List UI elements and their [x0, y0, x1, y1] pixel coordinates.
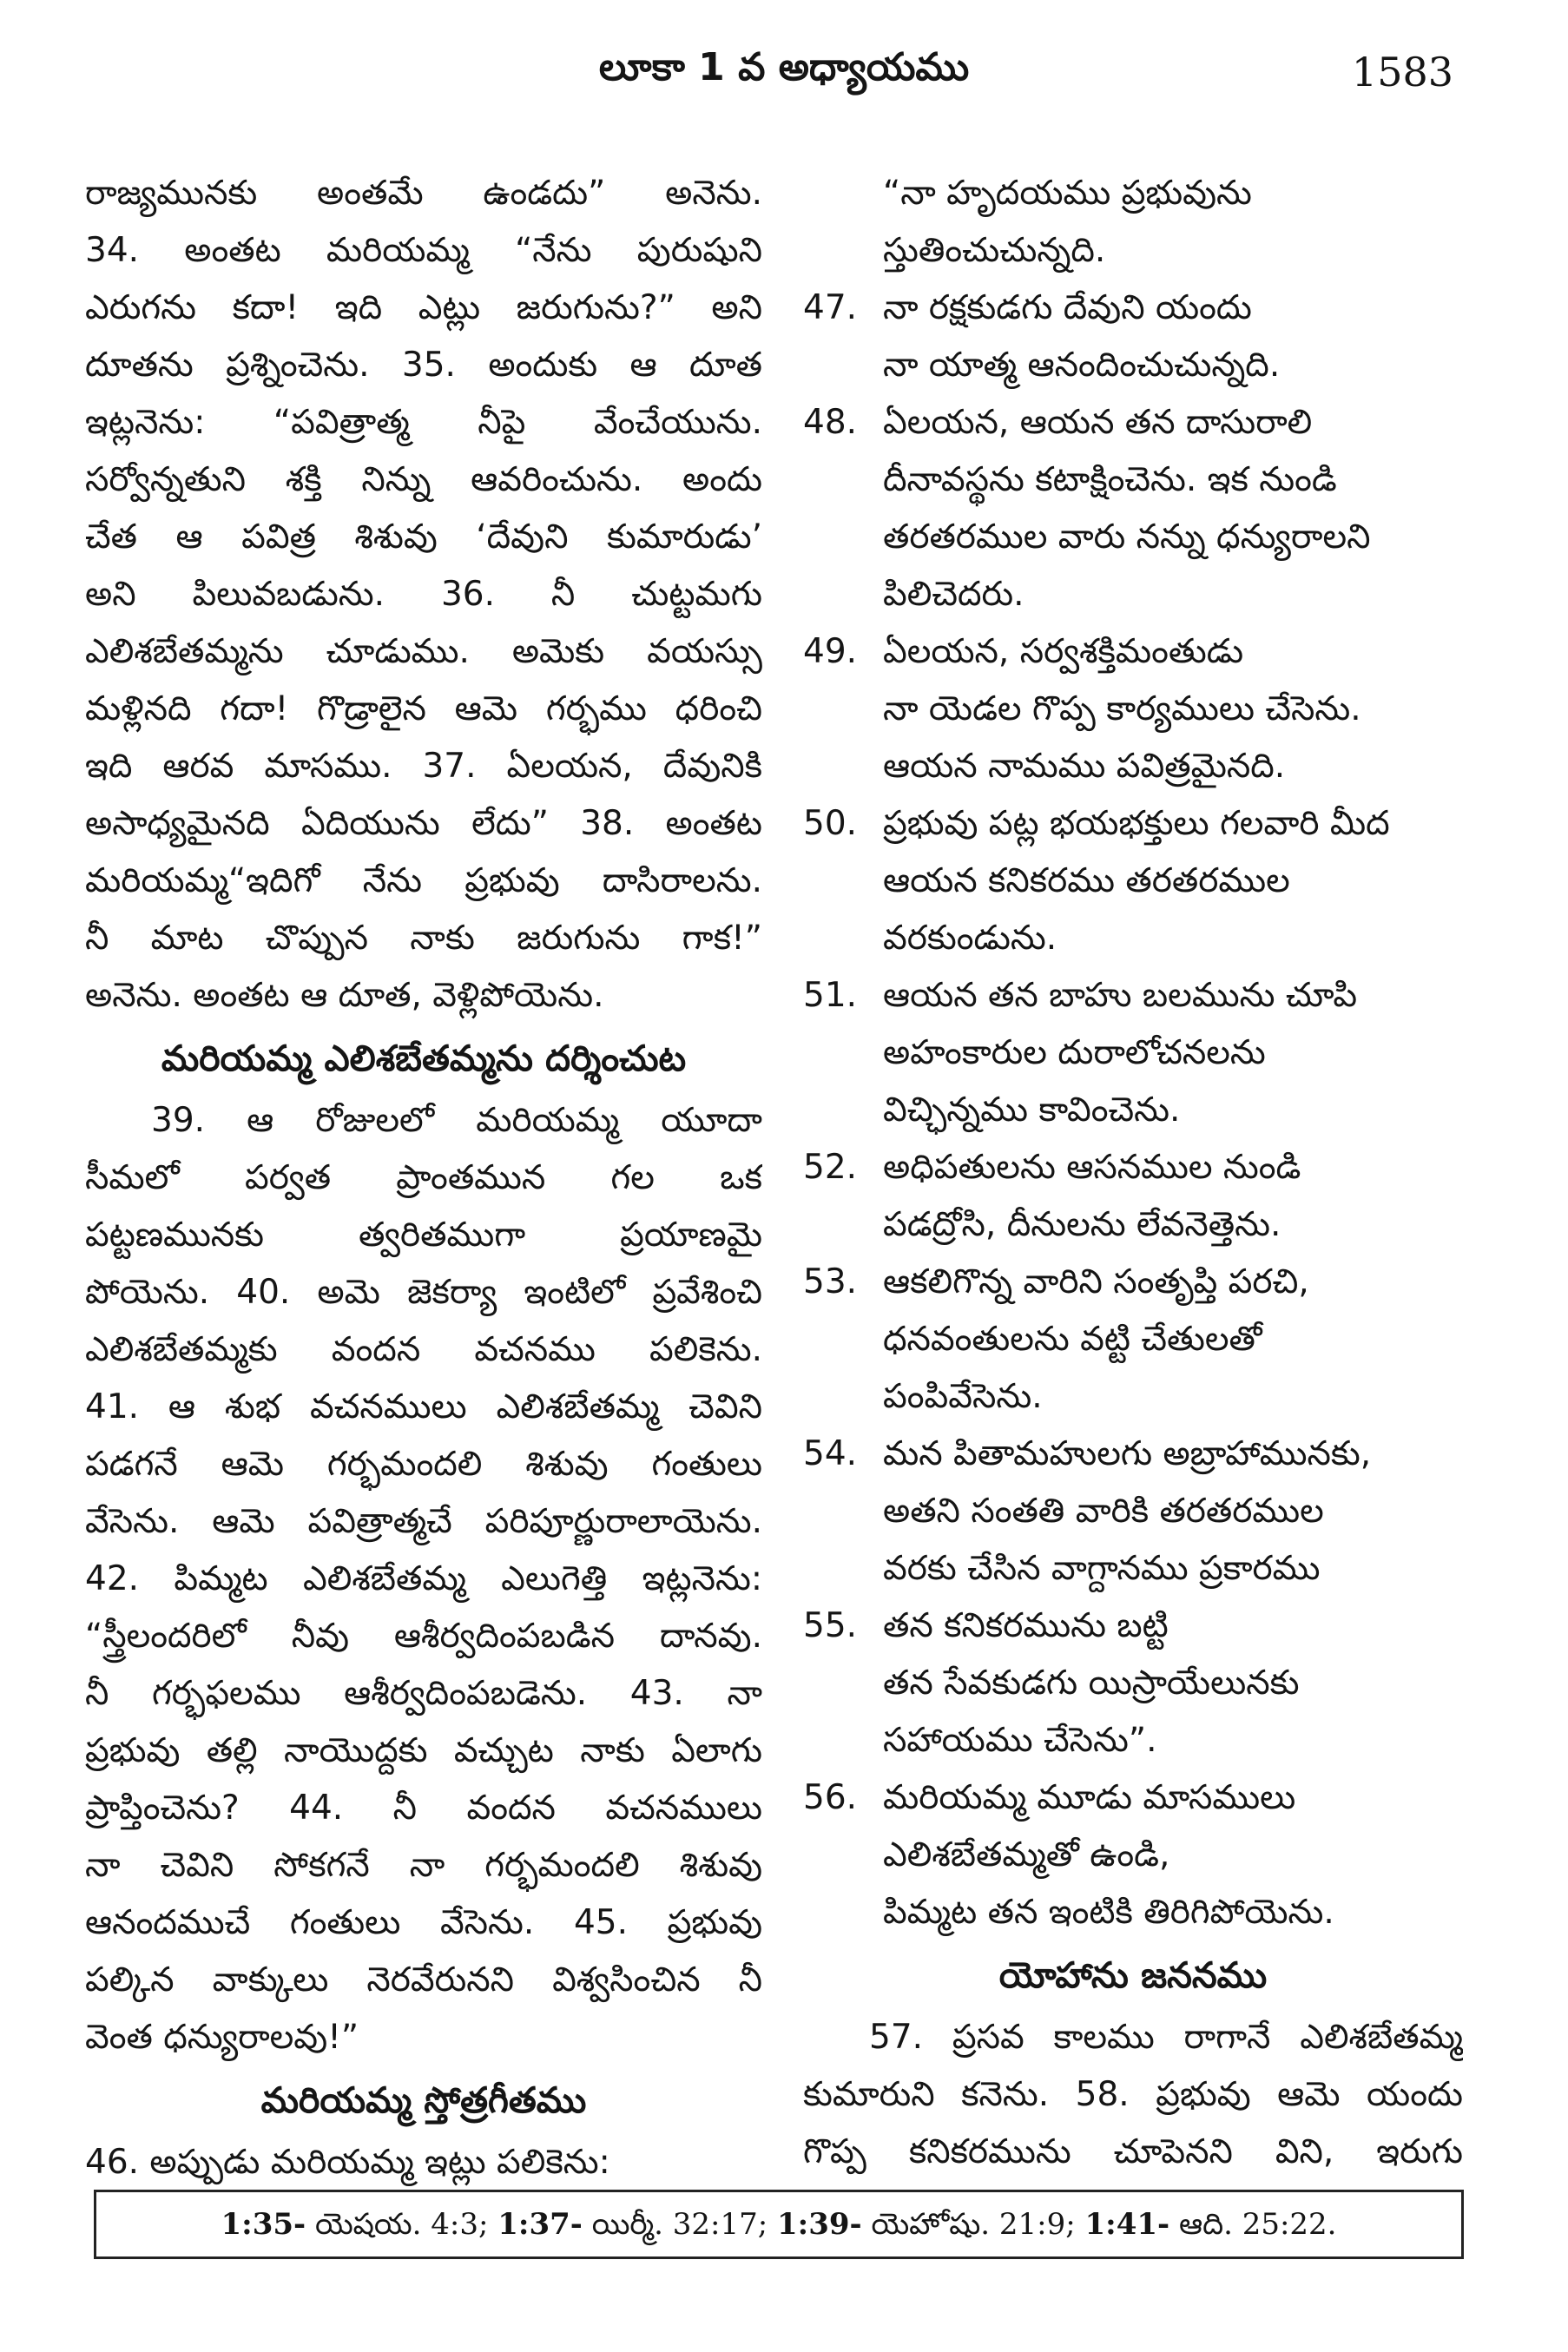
poem-line: సహాయము చేసెను”.	[883, 1721, 1157, 1760]
text-line: నా చెవిని సోకగనే నా గర్భమందలి శిశువు	[85, 1846, 762, 1885]
poem-line: ఆయన నామము పవిత్రమైనది.	[883, 747, 1286, 786]
poem-line: పిమ్మట తన ఇంటికి తిరిగిపోయెను.	[883, 1893, 1334, 1932]
poem-line: పడద్రోసి, దీనులను లేవనెత్తెను.	[883, 1205, 1281, 1244]
verse-53	[803, 1254, 1463, 1426]
verse-55	[803, 1598, 1463, 1769]
text-line: ఎలిశబేతమ్మకు వందన వచనము పలికెను.	[85, 1330, 762, 1369]
text-line: చేత ఆ పవిత్ర శిశువు ‘దేవుని కుమారుడు’	[85, 517, 762, 557]
poem-line: అతని సంతతి వారికి తరతరముల	[883, 1492, 1324, 1531]
poem-line: తరతరముల వారు నన్ను ధన్యురాలని	[883, 517, 1371, 557]
footnote-citation: ఆది. 25:22.	[1178, 2207, 1337, 2242]
footnote-citation: యెషయ. 4:3;	[314, 2207, 489, 2242]
text-line: ఆనందముచే గంతులు వేసెను. 45. ప్రభువు	[85, 1903, 762, 1942]
text-line: మళ్లినది గదా! గొడ్రాలైన ఆమె గర్భము ధరించి	[85, 689, 762, 728]
verse-number: 50.	[803, 804, 858, 843]
verse-number: 49.	[803, 632, 858, 671]
text-line: అనెను. అంతట ఆ దూత, వెళ్లిపోయెను.	[85, 976, 604, 1015]
poem-line: తన సేవకుడగు యిస్రాయేలునకు	[883, 1664, 1300, 1703]
poem-line: వరకు చేసిన వాగ్దానము ప్రకారము	[883, 1549, 1321, 1588]
poem-line: నా యెడల గొప్ప కార్యములు చేసెను.	[883, 689, 1361, 728]
poem-line: “నా హృదయము ప్రభువును	[883, 174, 1252, 213]
text-line: ఇది ఆరవ మాసము. 37. ఏలయన, దేవునికి	[85, 747, 762, 786]
poem-line: వరకుండును.	[883, 919, 1057, 958]
text-line: ప్రభువు తల్లి నాయొద్దకు వచ్చుట నాకు ఏలాగు	[85, 1731, 762, 1770]
text-line: ప్రాప్తించెను? 44. నీ వందన వచనములు	[85, 1789, 762, 1828]
section-heading-magnificat: మరియమ్మ స్తోత్రగీతము	[260, 2079, 587, 2121]
text-line: 39. ఆ రోజులలో మరియమ్మ యూదా	[151, 1101, 762, 1140]
section-heading-visit: మరియమ్మ ఎలిశబేతమ్మను దర్శించుట	[161, 1038, 687, 1079]
poem-line: మరియమ్మ మూడు మాసములు	[883, 1778, 1296, 1817]
text-line: 34. అంతట మరియమ్మ “నేను పురుషుని	[85, 231, 762, 270]
text-line: 57. ప్రసవ కాలము రాగానే ఎలిశబేతమ్మ	[869, 2018, 1463, 2057]
left-column	[85, 165, 762, 2191]
poem-line: అధిపతులను ఆసనముల నుండి	[883, 1148, 1301, 1187]
text-line: పల్కిన వాక్కులు నెరవేరునని విశ్వసించిన నీ	[85, 1960, 762, 2000]
verse-52	[803, 1139, 1463, 1254]
text-line: ఎరుగను కదా! ఇది ఎట్లు జరుగును?” అని	[85, 288, 762, 327]
section-heading-john-birth: యోహాను జననము	[998, 1954, 1268, 1996]
poem-line: ధనవంతులను వట్టి చేతులతో	[883, 1320, 1262, 1359]
footnote-ref: 1:35-	[221, 2207, 306, 2242]
verse-number: 54.	[803, 1434, 858, 1473]
text-line: సీమలో పర్వత ప్రాంతమున గల ఒక	[85, 1158, 762, 1197]
text-line: 41. ఆ శుభ వచనములు ఎలిశబేతమ్మ చెవిని	[85, 1387, 762, 1426]
poem-line: ఆకలిగొన్న వారిని సంతృప్తి పరచి,	[883, 1262, 1309, 1301]
text-line: నీ మాట చొప్పున నాకు జరుగును గాక!”	[85, 919, 762, 958]
text-line: ఎలిశబేతమ్మను చూడుము. అమెకు వయస్సు	[85, 632, 762, 671]
page-header-title: లూకా 1 వ అధ్యాయము	[598, 45, 970, 89]
verse-48	[803, 394, 1463, 623]
text-line: వేసెను. ఆమె పవిత్రాత్మచే పరిపూర్ణురాలాయెను.	[85, 1502, 762, 1541]
poem-line: విచ్ఛిన్నము కావించెను.	[883, 1090, 1181, 1130]
poem-line: ఏలయన, ఆయన తన దాసురాలి	[883, 403, 1313, 442]
verse-number: 53.	[803, 1262, 858, 1301]
poem-line: పిలిచెదరు.	[883, 575, 1024, 614]
poem-line: అహంకారుల దురాలోచనలను	[883, 1033, 1266, 1072]
footnote-citation: యెహోషు. 21:9;	[871, 2207, 1076, 2242]
poem-line: నా రక్షకుడగు దేవుని యందు	[883, 288, 1252, 327]
page-number: 1583	[1351, 49, 1453, 96]
verse-number: 52.	[803, 1148, 858, 1187]
text-line: పోయెను. 40. అమె జెకర్యా ఇంటిలో ప్రవేశించి	[85, 1273, 762, 1312]
text-line: నీ గర్భఫలము ఆశీర్వదింపబడెను. 43. నా	[85, 1674, 762, 1713]
footnote-ref: 1:41-	[1084, 2207, 1170, 2242]
poem-line: ఆయన తన బాహు బలమును చూపి	[883, 976, 1358, 1015]
text-line: పడగనే ఆమె గర్భమందలి శిశువు గంతులు	[85, 1445, 762, 1484]
text-line: “స్త్రీలందరిలో నీవు ఆశీర్వదింపబడిన దానవు.	[85, 1617, 762, 1656]
verse-number: 55.	[803, 1606, 858, 1645]
poem-line: ఆయన కనికరము తరతరముల	[883, 861, 1290, 900]
poem-line: దీనావస్థను కటాక్షించెను. ఇక నుండి	[883, 460, 1337, 499]
text-line: రాజ్యమునకు అంతమే ఉండదు” అనెను.	[85, 174, 762, 213]
footnote-ref: 1:37-	[497, 2207, 583, 2242]
text-line: 46. అప్పుడు మరియమ్మ ఇట్లు పలికెను:	[85, 2143, 610, 2182]
right-column	[803, 165, 1463, 2181]
verse-number: 56.	[803, 1778, 858, 1817]
verse-54	[803, 1426, 1463, 1598]
poem-line: ప్రభువు పట్ల భయభక్తులు గలవారి మీద	[883, 804, 1390, 843]
footnote-citation: యిర్మీ. 32:17;	[591, 2207, 768, 2242]
text-line: అసాధ్యమైనది ఏదియును లేదు” 38. అంతట	[85, 804, 762, 843]
verse-number: 51.	[803, 976, 858, 1015]
poem-line: మన పితామహులగు అబ్రాహామునకు,	[883, 1434, 1372, 1473]
poem-line: ఎలిశబేతమ్మతో ఉండి,	[883, 1835, 1170, 1874]
verse-50	[803, 795, 1463, 967]
text-line: వెంత ధన్యురాలవు!”	[85, 2018, 359, 2057]
text-line: కుమారుని కనెను. 58. ప్రభువు ఆమె యందు	[803, 2075, 1463, 2114]
verse-47	[803, 280, 1463, 394]
text-line: దూతను ప్రశ్నించెను. 35. అందుకు ఆ దూత	[85, 346, 762, 385]
poem-line: నా యాత్మ ఆనందించుచున్నది.	[883, 346, 1281, 385]
poem-line: స్తుతించుచున్నది.	[883, 231, 1106, 270]
poem-line: ఏలయన, సర్వశక్తిమంతుడు	[883, 632, 1244, 671]
text-line: అని పిలువబడును. 36. నీ చుట్టమగు	[85, 575, 762, 614]
footnote-ref: 1:39-	[777, 2207, 862, 2242]
cross-reference-footnote	[94, 2190, 1464, 2259]
text-line: పట్టణమునకు త్వరితముగా ప్రయాణమై	[85, 1216, 762, 1255]
poem-line: పంపివేసెను.	[883, 1377, 1043, 1416]
text-line: గొప్ప కనికరమును చూపెనని విని, ఇరుగు	[803, 2132, 1463, 2171]
verse-number: 48.	[803, 403, 858, 442]
verse-56	[803, 1769, 1463, 1941]
verse-49	[803, 623, 1463, 795]
text-line: సర్వోన్నతుని శక్తి నిన్ను ఆవరించును. అందు	[85, 460, 762, 499]
verse-51	[803, 967, 1463, 1139]
text-line: ఇట్లనెను: “పవిత్రాత్మ నీపై వేంచేయును.	[85, 403, 762, 442]
text-line: 42. పిమ్మట ఎలిశబేతమ్మ ఎలుగెత్తి ఇట్లనెను:	[85, 1559, 762, 1598]
text-line: మరియమ్మ“ఇదిగో నేను ప్రభువు దాసిరాలను.	[85, 861, 762, 900]
poem-line: తన కనికరమును బట్టి	[883, 1606, 1169, 1645]
verse-number: 47.	[803, 288, 858, 327]
